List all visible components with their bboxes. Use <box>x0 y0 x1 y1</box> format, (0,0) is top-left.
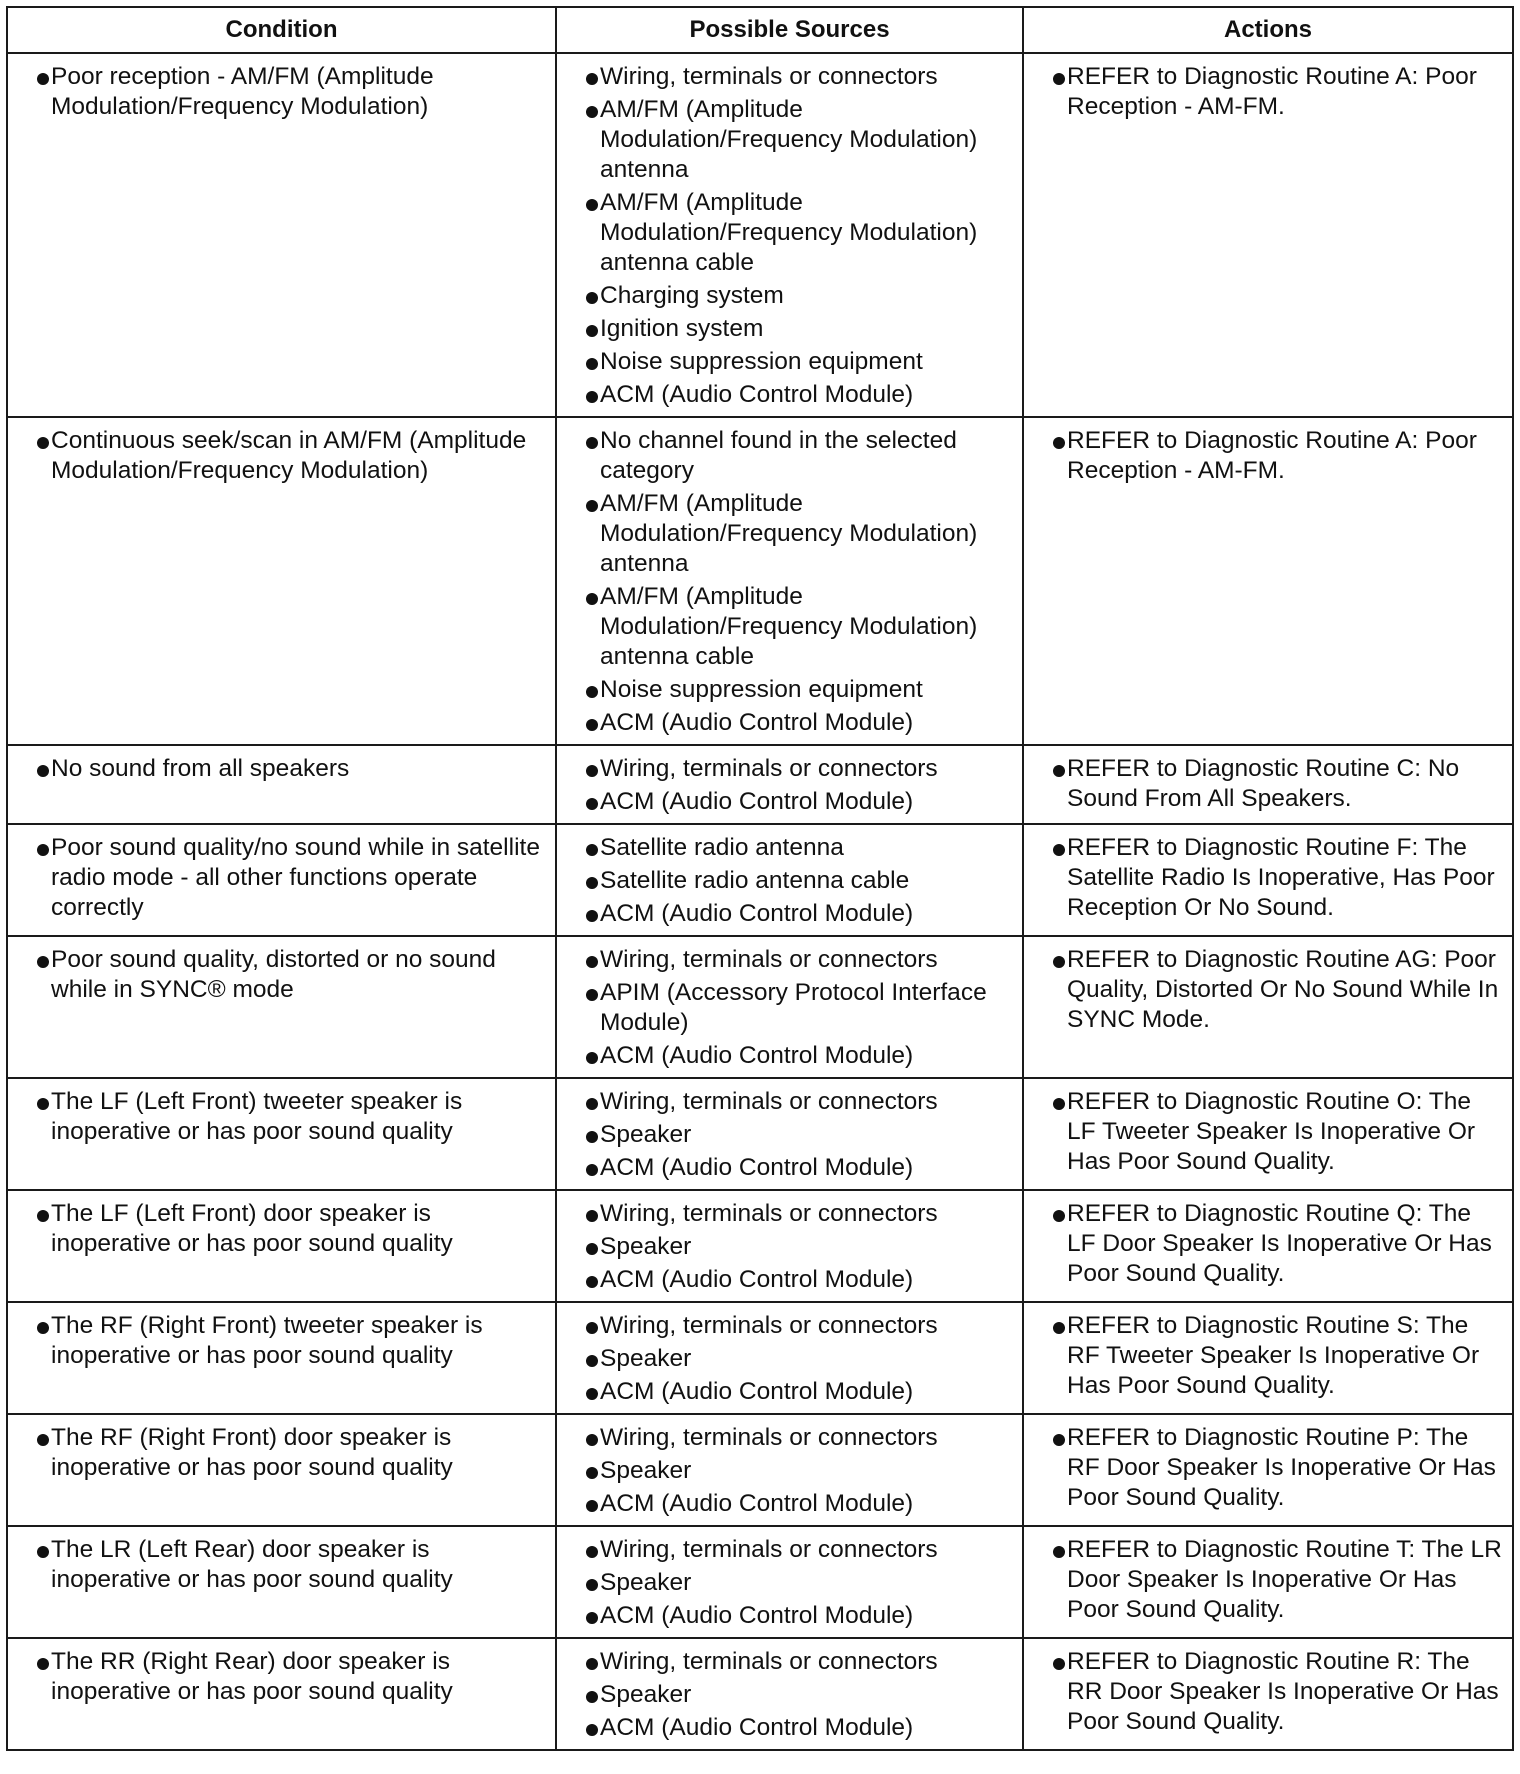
actions-cell <box>1023 824 1513 936</box>
bullet-item: Wiring, terminals or connectors <box>563 1311 1016 1341</box>
table-row <box>7 1526 1513 1638</box>
bullet-item: Speaker <box>563 1456 1016 1486</box>
condition-cell <box>7 417 556 745</box>
bullet-list <box>14 1311 549 1371</box>
bullet-item: Wiring, terminals or connectors <box>563 62 1016 92</box>
bullet-list <box>1030 1199 1506 1289</box>
bullet-item: ACM (Audio Control Module) <box>563 1041 1016 1071</box>
condition-cell <box>7 1190 556 1302</box>
bullet-list <box>563 1647 1016 1743</box>
possible-sources-cell <box>556 1414 1023 1526</box>
actions-cell <box>1023 53 1513 417</box>
bullet-list <box>14 833 549 923</box>
table-body <box>7 53 1513 1750</box>
bullet-item: Poor sound quality, distorted or no sound while in SYNC® mode <box>14 945 549 1005</box>
bullet-list <box>1030 62 1506 122</box>
possible-sources-cell <box>556 824 1023 936</box>
condition-cell <box>7 1302 556 1414</box>
bullet-item: Satellite radio antenna cable <box>563 866 1016 896</box>
actions-cell <box>1023 745 1513 824</box>
possible-sources-cell <box>556 417 1023 745</box>
bullet-item: REFER to Diagnostic Routine Q: The LF Door Speaker Is Inoperative Or Has Poor Sound Quality. <box>1030 1199 1506 1289</box>
condition-cell <box>7 936 556 1078</box>
bullet-list <box>1030 754 1506 814</box>
bullet-list <box>563 1423 1016 1519</box>
bullet-item: ACM (Audio Control Module) <box>563 1489 1016 1519</box>
condition-cell <box>7 745 556 824</box>
actions-cell <box>1023 1302 1513 1414</box>
bullet-item: Continuous seek/scan in AM/FM (Amplitude Modulation/Frequency Modulation) <box>14 426 549 486</box>
bullet-item: Ignition system <box>563 314 1016 344</box>
bullet-list <box>14 62 549 122</box>
table-row <box>7 1302 1513 1414</box>
bullet-list <box>14 1199 549 1259</box>
bullet-list <box>14 1423 549 1483</box>
bullet-list <box>563 1311 1016 1407</box>
bullet-item: Speaker <box>563 1680 1016 1710</box>
header-possible-sources: Possible Sources <box>556 7 1023 53</box>
bullet-item: AM/FM (Amplitude Modulation/Frequency Modulation) antenna cable <box>563 188 1016 278</box>
bullet-item: REFER to Diagnostic Routine O: The LF Tweeter Speaker Is Inoperative Or Has Poor Sound Quality. <box>1030 1087 1506 1177</box>
bullet-item: The LF (Left Front) tweeter speaker is inoperative or has poor sound quality <box>14 1087 549 1147</box>
bullet-list <box>1030 1647 1506 1737</box>
bullet-list <box>563 1199 1016 1295</box>
bullet-list <box>563 1087 1016 1183</box>
bullet-item: Wiring, terminals or connectors <box>563 754 1016 784</box>
bullet-list <box>14 945 549 1005</box>
condition-cell <box>7 53 556 417</box>
bullet-list <box>1030 1423 1506 1513</box>
bullet-list <box>1030 945 1506 1035</box>
bullet-item: REFER to Diagnostic Routine F: The Satellite Radio Is Inoperative, Has Poor Reception Or No Sound. <box>1030 833 1506 923</box>
possible-sources-cell <box>556 1638 1023 1750</box>
actions-cell <box>1023 1078 1513 1190</box>
bullet-item: ACM (Audio Control Module) <box>563 1265 1016 1295</box>
bullet-item: AM/FM (Amplitude Modulation/Frequency Modulation) antenna <box>563 489 1016 579</box>
table-row <box>7 1638 1513 1750</box>
possible-sources-cell <box>556 1078 1023 1190</box>
bullet-item: Speaker <box>563 1232 1016 1262</box>
possible-sources-cell <box>556 936 1023 1078</box>
possible-sources-cell <box>556 1302 1023 1414</box>
bullet-list <box>563 62 1016 410</box>
bullet-list <box>1030 426 1506 486</box>
actions-cell <box>1023 1190 1513 1302</box>
bullet-item: ACM (Audio Control Module) <box>563 1153 1016 1183</box>
header-row <box>7 7 1513 53</box>
bullet-list <box>14 1647 549 1707</box>
bullet-item: Wiring, terminals or connectors <box>563 1087 1016 1117</box>
bullet-item: The LF (Left Front) door speaker is inoperative or has poor sound quality <box>14 1199 549 1259</box>
bullet-item: Wiring, terminals or connectors <box>563 1535 1016 1565</box>
bullet-list <box>563 833 1016 929</box>
bullet-item: Wiring, terminals or connectors <box>563 1199 1016 1229</box>
header-condition: Condition <box>7 7 556 53</box>
bullet-item: Noise suppression equipment <box>563 347 1016 377</box>
bullet-item: REFER to Diagnostic Routine A: Poor Reception - AM-FM. <box>1030 62 1506 122</box>
header-actions: Actions <box>1023 7 1513 53</box>
actions-cell <box>1023 936 1513 1078</box>
condition-cell <box>7 1526 556 1638</box>
table-row <box>7 1414 1513 1526</box>
bullet-list <box>1030 1087 1506 1177</box>
diagnostic-table <box>6 6 1514 1751</box>
bullet-item: Speaker <box>563 1568 1016 1598</box>
possible-sources-cell <box>556 53 1023 417</box>
bullet-item: No channel found in the selected category <box>563 426 1016 486</box>
bullet-list <box>14 426 549 486</box>
bullet-item: ACM (Audio Control Module) <box>563 899 1016 929</box>
bullet-list <box>563 426 1016 738</box>
bullet-item: Noise suppression equipment <box>563 675 1016 705</box>
table-row <box>7 1190 1513 1302</box>
bullet-item: ACM (Audio Control Module) <box>563 1601 1016 1631</box>
bullet-item: ACM (Audio Control Module) <box>563 380 1016 410</box>
bullet-item: REFER to Diagnostic Routine AG: Poor Quality, Distorted Or No Sound While In SYNC Mode. <box>1030 945 1506 1035</box>
table-row <box>7 417 1513 745</box>
bullet-item: REFER to Diagnostic Routine S: The RF Tweeter Speaker Is Inoperative Or Has Poor Sound Quality. <box>1030 1311 1506 1401</box>
bullet-item: Poor reception - AM/FM (Amplitude Modulation/Frequency Modulation) <box>14 62 549 122</box>
bullet-item: Satellite radio antenna <box>563 833 1016 863</box>
bullet-item: Charging system <box>563 281 1016 311</box>
bullet-item: Wiring, terminals or connectors <box>563 1647 1016 1677</box>
bullet-item: APIM (Accessory Protocol Interface Module) <box>563 978 1016 1038</box>
possible-sources-cell <box>556 745 1023 824</box>
bullet-item: ACM (Audio Control Module) <box>563 1713 1016 1743</box>
possible-sources-cell <box>556 1526 1023 1638</box>
bullet-item: Poor sound quality/no sound while in satellite radio mode - all other functions operate correctly <box>14 833 549 923</box>
condition-cell <box>7 824 556 936</box>
condition-cell <box>7 1638 556 1750</box>
table-row <box>7 824 1513 936</box>
bullet-item: AM/FM (Amplitude Modulation/Frequency Modulation) antenna <box>563 95 1016 185</box>
bullet-list <box>1030 833 1506 923</box>
bullet-item: ACM (Audio Control Module) <box>563 708 1016 738</box>
bullet-item: Speaker <box>563 1344 1016 1374</box>
bullet-item: ACM (Audio Control Module) <box>563 787 1016 817</box>
bullet-item: REFER to Diagnostic Routine C: No Sound From All Speakers. <box>1030 754 1506 814</box>
table-header <box>7 7 1513 53</box>
condition-cell <box>7 1078 556 1190</box>
actions-cell <box>1023 417 1513 745</box>
bullet-item: The LR (Left Rear) door speaker is inoperative or has poor sound quality <box>14 1535 549 1595</box>
bullet-item: ACM (Audio Control Module) <box>563 1377 1016 1407</box>
bullet-item: REFER to Diagnostic Routine P: The RF Door Speaker Is Inoperative Or Has Poor Sound Quality. <box>1030 1423 1506 1513</box>
bullet-list <box>563 945 1016 1071</box>
actions-cell <box>1023 1638 1513 1750</box>
bullet-list <box>14 1087 549 1147</box>
bullet-item: REFER to Diagnostic Routine A: Poor Reception - AM-FM. <box>1030 426 1506 486</box>
bullet-item: The RF (Right Front) tweeter speaker is inoperative or has poor sound quality <box>14 1311 549 1371</box>
bullet-list <box>563 754 1016 817</box>
table-row <box>7 936 1513 1078</box>
bullet-list <box>14 754 549 784</box>
actions-cell <box>1023 1414 1513 1526</box>
bullet-item: REFER to Diagnostic Routine T: The LR Door Speaker Is Inoperative Or Has Poor Sound Quality. <box>1030 1535 1506 1625</box>
bullet-list <box>14 1535 549 1595</box>
bullet-item: Wiring, terminals or connectors <box>563 1423 1016 1453</box>
bullet-item: No sound from all speakers <box>14 754 549 784</box>
bullet-list <box>563 1535 1016 1631</box>
bullet-item: AM/FM (Amplitude Modulation/Frequency Modulation) antenna cable <box>563 582 1016 672</box>
bullet-list <box>1030 1311 1506 1401</box>
bullet-item: Speaker <box>563 1120 1016 1150</box>
bullet-item: The RR (Right Rear) door speaker is inoperative or has poor sound quality <box>14 1647 549 1707</box>
bullet-item: Wiring, terminals or connectors <box>563 945 1016 975</box>
bullet-item: The RF (Right Front) door speaker is inoperative or has poor sound quality <box>14 1423 549 1483</box>
table-row <box>7 745 1513 824</box>
bullet-item: REFER to Diagnostic Routine R: The RR Door Speaker Is Inoperative Or Has Poor Sound Quality. <box>1030 1647 1506 1737</box>
actions-cell <box>1023 1526 1513 1638</box>
table-row <box>7 1078 1513 1190</box>
condition-cell <box>7 1414 556 1526</box>
possible-sources-cell <box>556 1190 1023 1302</box>
table-row <box>7 53 1513 417</box>
bullet-list <box>1030 1535 1506 1625</box>
